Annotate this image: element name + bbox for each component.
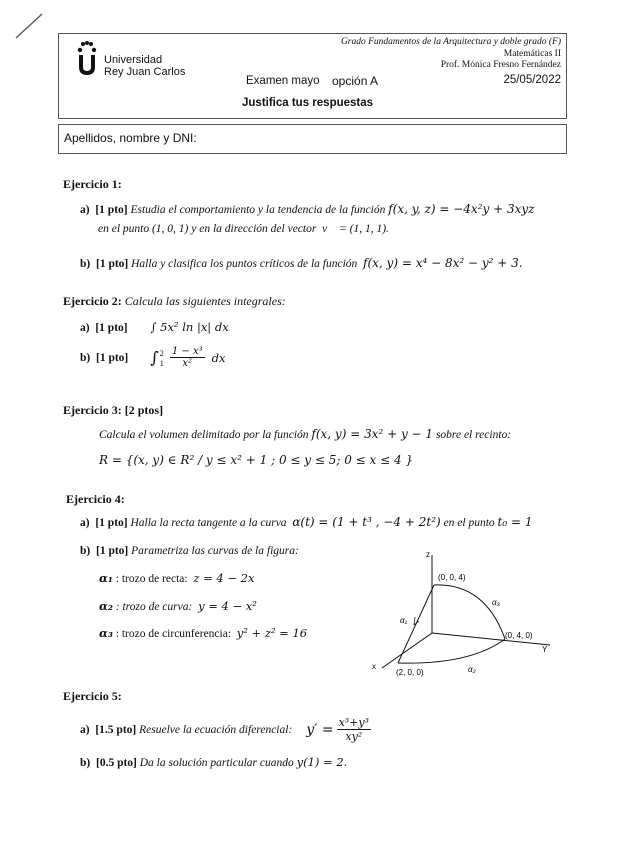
ex5-title: Ejercicio 5: [63,689,122,703]
curve-alpha3 [434,585,505,639]
ex4-c1-text: : trozo de recta: [115,573,188,585]
ex2-a-formula: ∫ 5x² ln |x| dx [150,320,229,334]
subject-line: Matemáticas II [503,49,561,59]
ex3-line [99,427,511,441]
ex1-a-vector: v⃗ = (1, 1, 1). [322,223,389,235]
ex4-a-text: Halla la recta tangente a la curva [130,517,287,529]
ex4-curve3 [99,626,307,640]
ex2-b-points: [1 pto] [95,351,129,364]
ex5-item-a [80,716,374,743]
ex1-b-text: Halla y clasifica los puntos críticos de la función [131,258,358,270]
professor-line: Prof. Mónica Fresno Fernández [440,60,561,70]
ex1-a-label: a) [80,204,90,216]
ex2-title: Ejercicio 2: [63,294,122,308]
ex4-title: Ejercicio 4: [66,492,125,506]
ex4-a-label: a) [80,517,90,529]
ex1-item-b [80,256,523,270]
ex3-title: Ejercicio 3: [2 ptos] [63,403,164,417]
ex5-a-label: a) [80,723,90,736]
ex2-header [63,294,286,309]
point-z-label: (0, 0, 4) [438,573,466,582]
ex2-b-label: b) [80,351,91,364]
pen-mark [14,10,46,42]
ex1-a-text: Estudia el comportamiento y la tendencia de la función [130,204,386,216]
ex5-b-points: [0.5 pto] [95,757,137,769]
ex5-b-text: Da la solución particular cuando [139,757,294,769]
ex4-c2-text: : trozo de curva: [115,601,193,613]
ex4-item-a [80,515,533,529]
ex4-c2-eq: y = 4 − x² [198,599,257,613]
ex3-formula: f(x, y) = 3x² + y − 1 [311,427,434,441]
ex2-b-denominator: x² [182,358,193,369]
ex1-a-formula: f(x, y, z) = −4x²y + 3xyz [388,202,535,216]
z-axis-label: z [426,550,430,559]
ex4-b-label: b) [80,545,91,557]
ex2-b-upper: 2 [159,347,164,358]
ex3-text2: sobre el recinto: [435,429,512,441]
ex4-a-point: t₀ = 1 [497,515,533,529]
ex1-item-a [80,202,535,216]
exam-label: Examen mayo [246,75,320,87]
ex2-b-dx: dx [211,350,226,365]
ex4-c1-name: α₁ [99,571,113,585]
exam-date: 25/05/2022 [503,74,561,86]
ex5-item-b [80,755,347,769]
university-logo-icon [74,41,100,77]
university-name-line1: Universidad [104,54,163,66]
ex5-a-fraction [337,716,371,743]
ex2-a-label: a) [80,322,90,334]
ex4-b-text: Parametriza las curvas de la figura: [131,545,299,557]
ex2-b-numerator: 1 − x³ [171,346,203,357]
ex2-item-b [80,346,225,369]
ex1-b-formula: f(x, y) = x⁴ − 8x² − y² + 3. [363,256,523,270]
ex4-c1-eq: z = 4 − 2x [193,571,255,585]
ex5-a-lhs: y′ = [306,721,334,738]
ex5-b-cond: y(1) = 2. [296,755,348,769]
program-line: Grado Fundamentos de la Arquitectura y doble grado (F) [340,37,561,47]
ex5-b-label: b) [80,757,91,769]
ex4-a-formula: α(t) = (1 + t³ , −4 + 2t²) [292,515,441,529]
name-field-label: Apellidos, nombre y DNI: [64,131,197,145]
ex4-c3-eq: y² + z² = 16 [236,626,308,640]
ex2-b-fraction [170,346,205,369]
ex5-a-numerator: x³+y³ [338,716,370,729]
instruction: Justifica tus respuestas [242,97,374,109]
ex5-a-points: [1.5 pto] [95,723,137,736]
ex4-curve1 [99,571,254,585]
ex1-b-points: [1 pto] [95,258,129,270]
ex4-curve2 [99,599,257,613]
alpha2-label: α₂ [468,665,476,674]
ex1-b-label: b) [80,258,91,270]
point-y-label: (0, 4, 0) [505,631,533,640]
ex2-b-limits [160,348,164,368]
ex2-item-a [80,320,229,334]
ex2-b-integral: ∫ [150,348,159,367]
ex1-a-text2: en el punto (1, 0, 1) y en la dirección del vector [98,223,317,235]
ex4-a-text2: en el punto [443,517,495,529]
ex1-a-points: [1 pto] [95,204,128,216]
y-axis-label: Y [542,645,548,654]
ex4-a-points: [1 pto] [95,517,128,529]
x-axis-label: x [372,662,376,671]
ex4-c3-text: : trozo de circunferencia: [115,628,232,640]
ex2-b-lower: 1 [159,357,164,368]
ex3-region: R = {(x, y) ∈ R² / y ≤ x² + 1 ; 0 ≤ y ≤ 5; 0 ≤ x ≤ 4 } [99,453,414,467]
ex1-item-a-cont [98,223,389,235]
ex5-a-denominator: xy² [345,730,363,743]
alpha3-label: α₃ [492,598,500,607]
ex4-b-points: [1 pto] [95,545,129,557]
curve-alpha2 [398,639,505,663]
ex5-a-text: Resuelve la ecuación diferencial: [139,723,293,736]
curves-figure [360,545,560,685]
alpha1-label: α₁ [400,616,408,625]
ex2-a-points: [1 pto] [95,322,128,334]
ex4-c3-name: α₃ [99,626,113,640]
point-x-label: (2, 0, 0) [396,668,424,677]
university-name-line2: Rey Juan Carlos [104,66,186,78]
ex4-c2-name: α₂ [99,599,113,613]
ex2-subtitle: Calcula las siguientes integrales: [124,294,286,308]
ex3-text: Calcula el volumen delimitado por la función [99,429,309,441]
ex1-title: Ejercicio 1: [63,177,122,191]
ex4-item-b [80,545,299,557]
exam-option: opción A [332,74,379,88]
